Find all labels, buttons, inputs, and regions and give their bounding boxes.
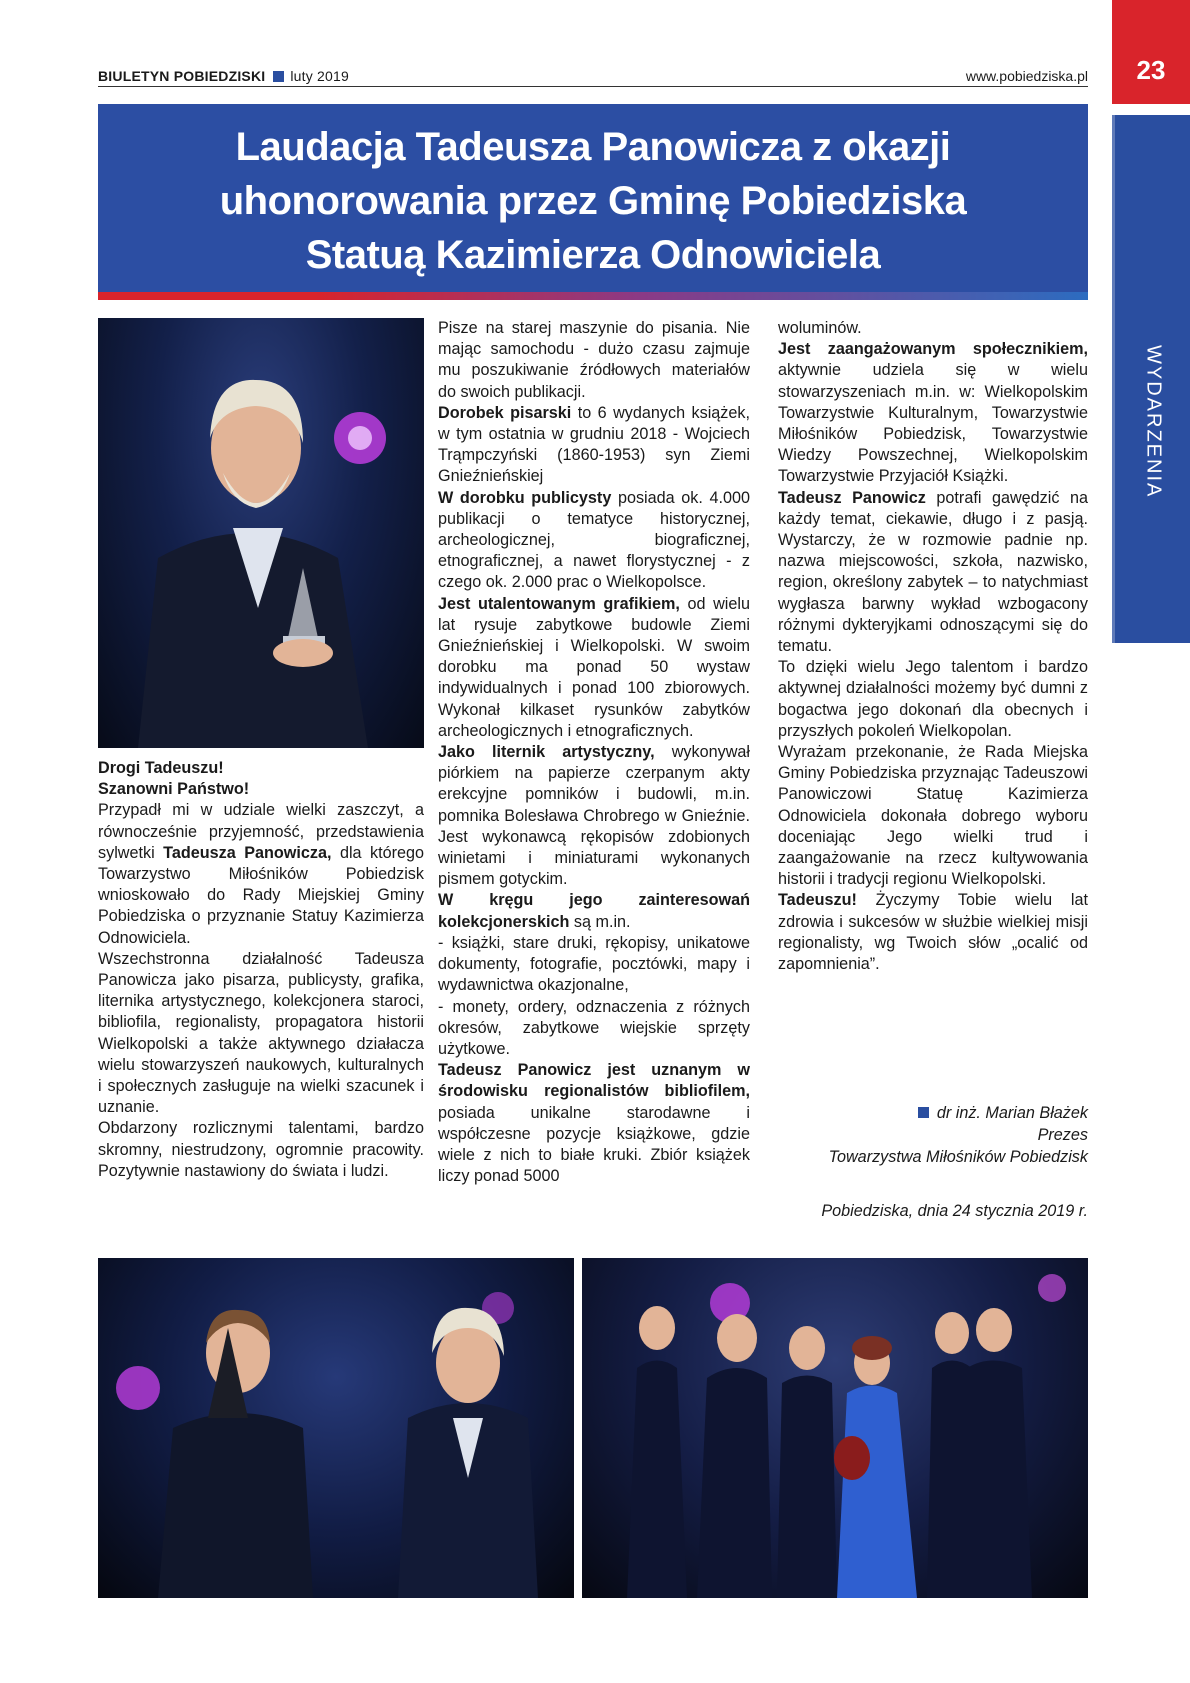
text: dla którego Towarzystwo Miłośników Pobiedzisk wnioskowało do Rady Miejskiej Gminy Pobiedziska o przyznanie Statuy Kazimierza Odnowiciela. <box>98 843 425 947</box>
greeting-2: Szanowni Państwo! <box>98 780 250 799</box>
page-number: 23 <box>1112 0 1190 104</box>
emphasis: Jest zaangażowanym społecznikiem, <box>778 340 1088 359</box>
paragraph: woluminów. <box>778 319 862 337</box>
emphasis: Tadeusz Panowicz <box>778 488 926 507</box>
text: potrafi gawędzić na każdy temat, ciekawie, długo i z pasją. Wystarczy, że w rozmowie padnie np. nazwa miejscowości, szkoła, nazwisko, region, określony zabytek – to natychmiast wygłasza barwny wykład wzbogacony różnymi dykteryjkami odnoszącymi się do tematu. <box>778 488 1088 656</box>
signature-name: dr inż. Marian Błażek <box>936 1104 1088 1122</box>
paragraph: Obdarzony rozlicznymi talentami, bardzo skromny, niestrudzony, ogromnie pracowity. Pozytywnie nastawiony do świata i ludzi. <box>98 1119 424 1180</box>
article-title <box>98 120 1088 282</box>
paragraph <box>438 890 750 932</box>
title-gradient-bar <box>98 292 1088 300</box>
photo-award-ceremony-illustration <box>98 1258 574 1598</box>
title-line-3: Statuą Kazimierza Odnowiciela <box>305 233 881 277</box>
place-date: Pobiedziska, dnia 24 stycznia 2019 r. <box>821 1202 1088 1220</box>
text: aktywnie udziela się w wielu stowarzyszeniach m.in. w: Wielkopolskim Towarzystwie Kulturalnym, Towarzystwie Miłośników Pobiedzisk, Towarzystwie Wiedzy Powszechnej, Wielkopolskim Towarzystwie Przyjaciół Książki. <box>778 361 1088 486</box>
paragraph <box>98 800 424 948</box>
emphasis: Dorobek pisarski <box>438 403 572 422</box>
paragraph <box>438 1060 750 1187</box>
paragraph: To dzięki wielu Jego talentom i bardzo aktywnej działalności możemy być dumni z bogactwa jego dokonań dla obecnych i przyszłych pokoleń Wielkopolan. <box>778 658 1088 740</box>
paragraph: Wyrażam przekonanie, że Rada Miejska Gminy Pobiedziska przyznając Tadeuszowi Panowiczowi Statuę Kazimierza Odnowiciela dokonała dobrego wyboru doceniając Jego wielki trud i zaangażowanie na rzecz kultywowania historii i tradycji regionu Wielkopolski. <box>778 743 1088 889</box>
page-header <box>98 64 1088 86</box>
photo-group-illustration <box>582 1258 1088 1598</box>
website-link[interactable]: www.pobiedziska.pl <box>965 68 1088 84</box>
emphasis: Tadeusz Panowicz jest uznanym w środowisku regionalistów bibliofilem, <box>438 1061 750 1101</box>
article-column-2 <box>438 318 750 1187</box>
text: to 6 wydanych książek, w tym ostatnia w grudniu 2018 - Wojciech Trąmpczyński (1860-1953) syn Ziemi Gnieźnieńskiej <box>438 403 750 486</box>
signature-role: Prezes <box>1037 1126 1088 1144</box>
paragraph <box>438 742 750 890</box>
paragraph: Wszechstronna działalność Tadeusza Panowicza jako pisarza, publicysty, grafika, liternika artystycznego, kolekcjonera staroci, bibliofila, regionalisty, propagatora historii Wielkopolski a także aktywnego działacza wielu stowarzyszeń naukowych, kulturalnych i społecznych zasługuje na wielki szacunek i uznanie. <box>98 949 424 1117</box>
paragraph <box>438 403 750 488</box>
text: posiada unikalne starodawne i współczesne pozycje książkowe, gdzie wiele z nich to białe kruki. Zbiór książek liczy ponad 5000 <box>438 1103 750 1186</box>
photo-laureate <box>98 318 424 748</box>
section-label: WYDARZENIA <box>1142 345 1165 499</box>
text: posiada ok. 4.000 publikacji o tematyce historycznej, archeologicznej, biograficznej, etnograficznej, a nawet florystycznej - z czego ok. 2.000 prac o Wielkopolsce. <box>438 488 750 592</box>
issue-date: luty 2019 <box>290 68 349 84</box>
paragraph: - monety, ordery, odznaczenia z różnych okresów, zabytkowe wiejskie sprzęty użytkowe. <box>438 997 750 1058</box>
paragraph: Pisze na starej maszynie do pisania. Nie mając samochodu - dużo czasu zajmuje mu poszukiwanie źródłowych materiałów do swoich publikacji. <box>438 319 750 401</box>
emphasis: W dorobku publicysty <box>438 488 612 507</box>
photo-laureate-illustration <box>98 318 424 748</box>
text: są m.in. <box>573 912 631 931</box>
signature-organization: Towarzystwa Miłośników Pobiedzisk <box>828 1148 1088 1166</box>
signature-block <box>829 1102 1088 1168</box>
text: wykonywał piórkiem na papierze czerpanym akty erekcyjne pomników i budowli, m.in. pomnika Bolesława Chrobrego w Gnieźnie. Jest wykonawcą rękopisów zdobionych winietami i miniaturami wykonanych pismem gotyckim. <box>438 743 750 889</box>
emphasis: Jako liternik artystyczny, <box>438 743 655 762</box>
article-column-3 <box>778 318 1088 975</box>
square-bullet-icon <box>273 71 284 82</box>
emphasis: Tadeusza Panowicza, <box>163 843 332 862</box>
text: Życzymy Tobie wielu lat zdrowia i sukcesów w służbie wielkiej misji regionalisty, wg Twoich słów „ocalić od zapomnienia”. <box>778 891 1088 974</box>
square-bullet-icon <box>918 1107 929 1118</box>
paragraph <box>778 890 1088 975</box>
paragraph <box>438 488 750 594</box>
bulletin-name: BIULETYN POBIEDZISKI <box>98 68 266 84</box>
paragraph <box>438 594 750 742</box>
emphasis: Jest utalentowanym grafikiem, <box>438 594 680 613</box>
paragraph <box>778 339 1088 487</box>
title-line-2: uhonorowania przez Gminę Pobiedziska <box>219 179 967 223</box>
title-line-1: Laudacja Tadeusza Panowicza z okazji <box>235 125 951 169</box>
paragraph: - książki, stare druki, rękopisy, unikatowe dokumenty, fotografie, pocztówki, mapy i wydawnictwa okazjonalne, <box>438 933 750 995</box>
emphasis: W kręgu jego zainteresowań kolekcjonerskich <box>438 891 750 931</box>
photo-group <box>582 1258 1088 1598</box>
text: Przypadł mi w udziale wielki zaszczyt, a równocześnie przyjemność, przedstawienia sylwetki <box>98 801 424 862</box>
article-column-1 <box>98 758 424 1182</box>
section-tab <box>1112 115 1190 643</box>
greeting-1: Drogi Tadeuszu! <box>98 759 224 777</box>
text: od wielu lat rysuje zabytkowe budowle Ziemi Gnieźnieńskiej i Wielkopolski. W swoim dorobku ma ponad 50 wystaw indywidualnych i ponad 100 zbiorowych. Wykonał kilkaset rysunków zabytków archeologicznych i etnograficznych. <box>438 594 750 740</box>
article-title-box <box>98 104 1088 292</box>
bulletin-info <box>98 68 349 84</box>
paragraph <box>778 488 1088 658</box>
emphasis: Tadeuszu! <box>778 891 857 910</box>
photo-award-ceremony <box>98 1258 574 1598</box>
header-rule <box>98 86 1088 87</box>
